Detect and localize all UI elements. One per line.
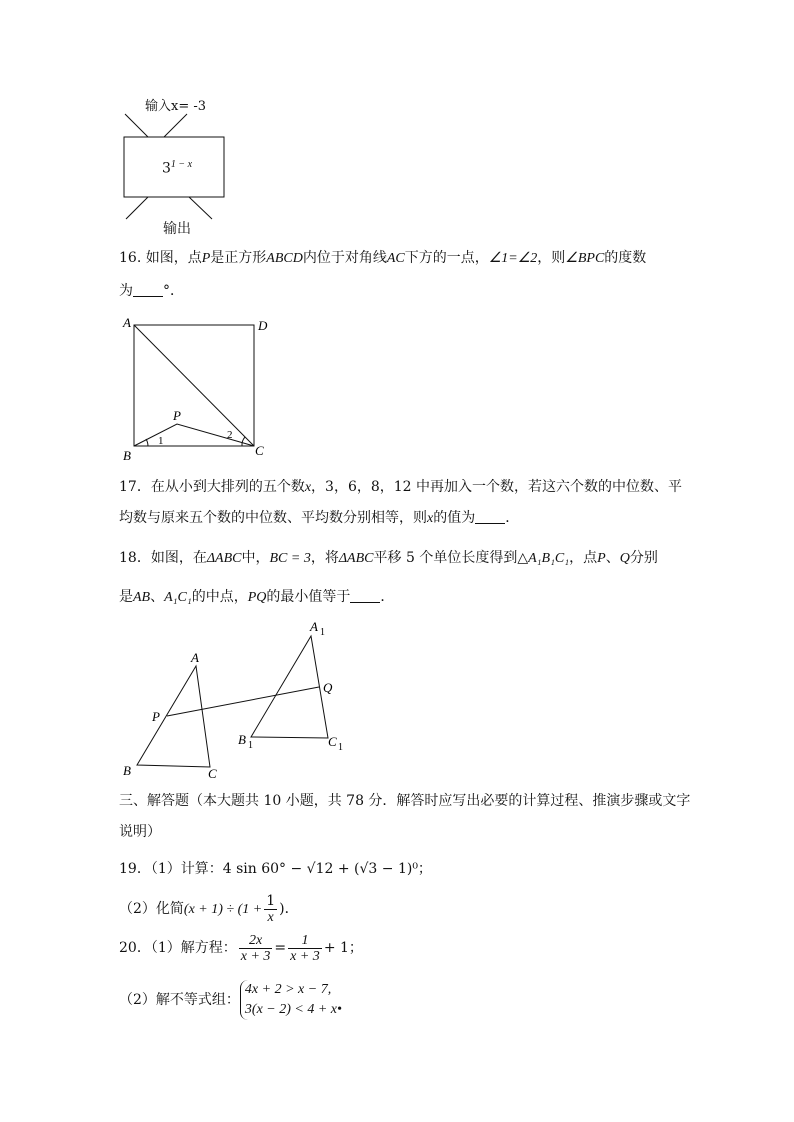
q19-part2 xyxy=(119,892,299,926)
flow-expression xyxy=(162,159,192,177)
q18-text: 18．如图，在 xyxy=(119,550,207,566)
q16-diagonal: AC xyxy=(386,251,405,266)
q17-text: 的值为 xyxy=(433,510,476,526)
q20-label: 20．（1）解方程： xyxy=(119,940,237,956)
q18-line1 xyxy=(119,548,658,569)
q16-number: 16. xyxy=(119,250,142,266)
q18-label-a: A xyxy=(191,650,199,665)
q17-line2 xyxy=(119,508,519,529)
q19-fraction-den: x xyxy=(267,909,274,925)
flow-expr-exponent: 1 − x xyxy=(170,159,193,170)
q17-variable: x xyxy=(304,480,312,495)
q20-part1 xyxy=(119,930,363,966)
q16-angle-condition: ∠1=∠2 xyxy=(488,251,538,266)
q18-answer-blank[interactable] xyxy=(350,588,380,603)
q18-label-b: B xyxy=(123,763,131,778)
q16-label-p: P xyxy=(173,408,181,423)
q16-text: 内位于对角线 xyxy=(302,250,387,266)
q18-text: 的最小值等于 xyxy=(266,589,351,605)
q18-text: 、 xyxy=(605,550,620,566)
q16-text: 是正方形 xyxy=(210,250,267,266)
q17-text: 17．在从小到大排列的五个数 xyxy=(119,479,305,495)
q16-point-p: P xyxy=(201,251,211,266)
q18-label-a1: A xyxy=(310,619,318,634)
section3-heading: 三、解答题（本大题共 10 小题，共 78 分．解答时应写出必要的计算过程、推演步骤或文字 xyxy=(119,793,691,809)
q18-triangle: ΔABC xyxy=(338,551,374,566)
q20-fraction-num: 2x xyxy=(239,933,273,949)
q17-answer-blank[interactable] xyxy=(475,509,505,524)
q19-label: （2）化简 xyxy=(119,901,184,917)
q18-triangles-svg xyxy=(115,615,355,785)
q19-fraction xyxy=(264,894,277,925)
q16-square-svg xyxy=(115,312,285,467)
q17-text: ． xyxy=(505,510,520,526)
q18-label-c1-sub: 1 xyxy=(338,742,343,753)
q18-line2 xyxy=(119,587,394,608)
q16-label-d: D xyxy=(258,318,268,333)
q18-label-a1-sub: 1 xyxy=(320,627,325,638)
q16-text: 为 xyxy=(119,283,133,299)
q20-fraction-den: x + 3 xyxy=(240,948,271,964)
q16-text: °． xyxy=(163,283,184,299)
q16-answer-blank[interactable] xyxy=(133,282,163,297)
q20-part2 xyxy=(119,978,342,1022)
q20-fraction-den: x + 3 xyxy=(290,948,320,964)
flow-input-label: 输入x= -3 xyxy=(145,99,207,114)
q16-text: 如图，点 xyxy=(145,250,202,266)
q16-square-name: ABCD xyxy=(266,251,303,266)
q16-label-b: B xyxy=(123,448,131,463)
q18-triangle: ΔABC xyxy=(206,551,242,566)
q18-text: ，将 xyxy=(310,550,339,566)
q16-line2 xyxy=(119,281,184,301)
q16-label-a: A xyxy=(123,315,131,330)
q16-text: 下方的一点， xyxy=(404,250,489,266)
q18-text: 、 xyxy=(150,589,165,605)
q17-text: ，3，6，8，12 中再加入一个数，若这六个数的中位数、平 xyxy=(311,479,683,495)
q18-label-b1-sub: 1 xyxy=(248,740,253,751)
q20-inequality-1: 4x + 2 > x − 7, xyxy=(244,982,332,997)
q18-text: 分别 xyxy=(629,550,658,566)
q18-text: ，点 xyxy=(569,550,598,566)
q16-figure xyxy=(115,312,285,467)
section3-heading-cont: 说明） xyxy=(119,824,161,840)
q18-text: 的中点， xyxy=(191,589,248,605)
q19-label: 19．（1）计算： xyxy=(119,861,223,877)
q18-text: 平移 5 个单位长度得到△ xyxy=(373,550,529,566)
q18-triangle-translated: A₁B₁C₁ xyxy=(528,551,570,566)
q20-fraction-2 xyxy=(288,933,322,964)
q20-text: + 1； xyxy=(323,940,363,956)
q20-fraction-1 xyxy=(239,933,273,964)
q18-text: 中， xyxy=(241,550,270,566)
q19-expression: )． xyxy=(279,901,299,917)
q17-line1 xyxy=(119,477,682,498)
q18-point-q: Q xyxy=(619,551,630,566)
q18-segment-a1c1: A₁C₁ xyxy=(164,590,192,605)
q18-point-p: P xyxy=(597,551,606,566)
q18-bc-length: BC = 3 xyxy=(269,551,311,566)
q18-text: 是 xyxy=(119,589,133,605)
q20-inequality-system xyxy=(240,980,342,1020)
q18-label-b1: B xyxy=(238,732,246,747)
q18-label-p: P xyxy=(152,709,160,724)
q19-expression: (x + 1) ÷ (1 + xyxy=(183,902,263,917)
q16-text: 的度数 xyxy=(604,250,647,266)
q17-variable: x xyxy=(427,511,434,526)
q18-label-c: C xyxy=(208,766,217,781)
q16-angle-1: 1 xyxy=(158,435,164,447)
q18-text: ． xyxy=(380,589,395,605)
q17-text: 均数与原来五个数的中位数、平均数分别相等，则 xyxy=(119,510,427,526)
q19-part1 xyxy=(119,859,432,879)
q18-segment-ab: AB xyxy=(133,590,151,605)
q19-fraction-num: 1 xyxy=(266,892,276,909)
q16-text: ，则 xyxy=(537,250,566,266)
q16-angle-bpc: ∠BPC xyxy=(565,251,605,266)
q16-label-c: C xyxy=(255,443,264,458)
q18-label-q: Q xyxy=(323,680,333,695)
q18-segment-pq: PQ xyxy=(247,590,267,605)
q18-label-c1: C xyxy=(328,734,337,749)
q16-line1 xyxy=(119,248,646,269)
q20-fraction-num: 1 xyxy=(288,933,322,949)
q18-figure xyxy=(115,615,355,785)
q20-equals: = xyxy=(274,940,287,956)
q20-inequality-2: 3(x − 2) < 4 + x• xyxy=(244,1002,342,1017)
q16-angle-2: 2 xyxy=(227,429,233,441)
flow-expr-base: 3 xyxy=(162,160,171,177)
flow-output-label: 输出 xyxy=(163,221,191,237)
q19-expression: 4 sin 60° − √12 + (√3 − 1)⁰； xyxy=(222,861,432,877)
q20-label: （2）解不等式组： xyxy=(119,992,240,1008)
